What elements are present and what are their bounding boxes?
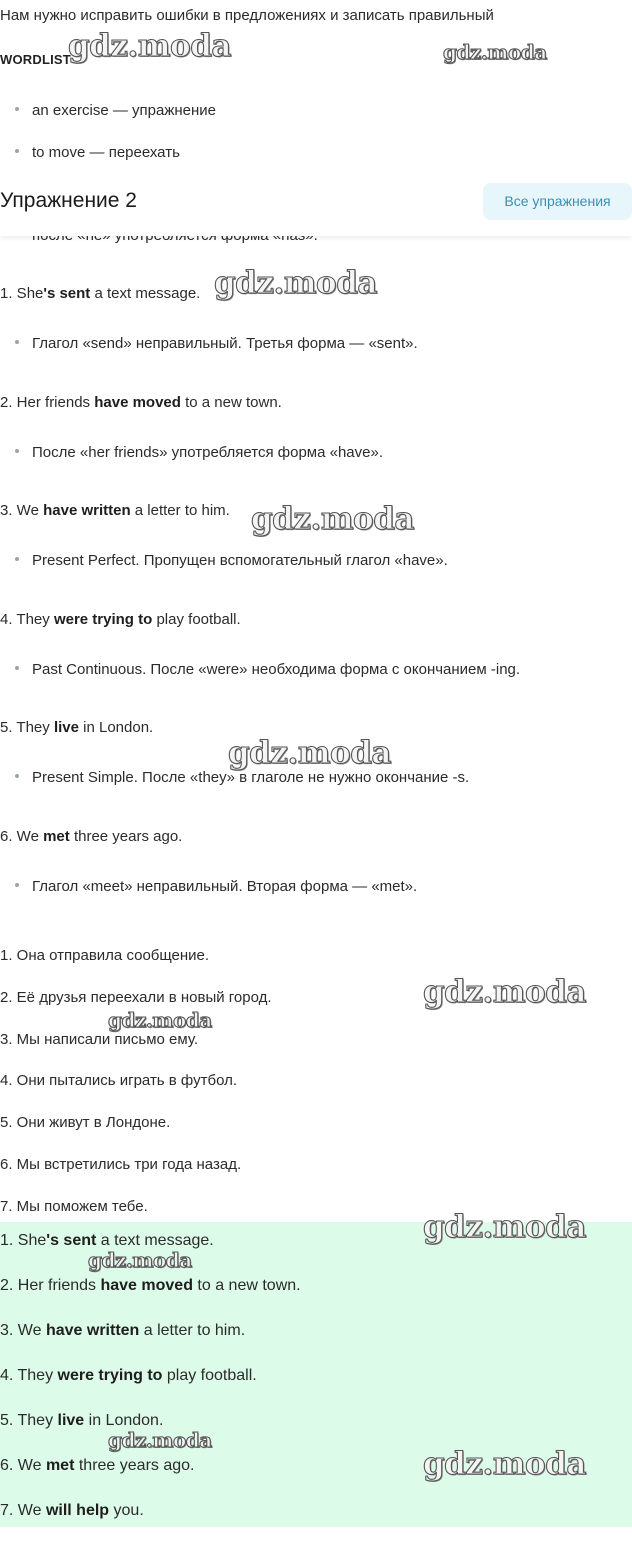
bullet-icon [15,149,19,153]
sentence-post: a letter to him. [139,1322,246,1339]
sentence-pre: We [13,1457,46,1474]
bullet-icon [15,449,19,453]
bullet-icon [15,557,19,561]
sentence-num: 1. [0,1232,14,1249]
correction-note [15,443,383,463]
sentence-post: three years ago. [69,828,183,845]
sentence-num: 3. [0,502,13,519]
sentence-num: 2. [0,394,13,411]
bullet-icon [15,774,19,778]
sentence-pre: We [13,1322,46,1339]
watermark-logo: gdz.moda [214,265,377,301]
correction-note-text: Глагол «meet» неправильный. Вторая форма — «met». [32,878,418,895]
correction-note [15,334,418,354]
answer-line [0,1365,257,1387]
sentence-pre: She [12,285,44,302]
sentence-post: a letter to him. [130,502,230,519]
all-exercises-button[interactable]: Все упражнения [483,183,632,220]
correction-note [15,768,469,788]
page-title: Упражнение 2 [0,189,137,212]
bullet-icon [15,666,19,670]
sentence-num: 1. [0,285,13,302]
sentence-post: to a new town. [180,394,282,411]
correction-sentence [0,827,182,847]
wordlist-label: WORDLIST [0,52,71,67]
intro-text: Нам нужно исправить ошибки в предложениях и записать правильный [0,7,494,24]
sentence-post: to a new town. [192,1277,301,1294]
sentence-post: play football. [162,1367,257,1384]
bullet-icon [15,340,19,344]
correction-note-text: Present Simple. После «they» в глаголе не нужно окончание -s. [32,769,470,786]
sentence-pre: We [12,502,44,519]
watermark-logo: gdz.moda [88,1248,192,1272]
sentence-post: play football. [152,611,241,628]
correction-note [15,877,417,897]
correction-note-text: После «her friends» употребляется форма «have». [32,444,383,461]
correction-note-text: Present Perfect. Пропущен вспомогательный глагол «have». [32,552,448,569]
sentence-bold: were trying to [53,611,153,628]
sentence-bold: met [43,828,70,845]
answer-line [0,1275,301,1297]
sentence-pre: We [13,1502,46,1519]
sentence-pre: They [13,1367,58,1384]
correction-sentence [0,284,200,304]
sentence-pre: Her friends [13,1277,101,1294]
sentence-post: a text message. [90,285,201,302]
watermark-logo: gdz.moda [228,735,391,771]
correction-note [15,660,520,680]
sentence-num: 4. [0,1367,14,1384]
sentence-bold: will help [45,1502,110,1519]
sentence-bold: have moved [94,394,181,411]
answer-line [0,1455,194,1477]
correction-sentence [0,718,153,738]
watermark-logo: gdz.moda [423,974,586,1010]
sentence-num: 6. [0,828,13,845]
sentence-bold: have written [45,1322,140,1339]
sentence-pre: They [13,1412,58,1429]
sentence-bold: have moved [100,1277,193,1294]
correction-note-text: Глагол «send» неправильный. Третья форма — «sent». [32,335,418,352]
bullet-icon [15,107,19,111]
sentence-num: 7. [0,1502,14,1519]
sentence-bold: live [57,1412,85,1429]
wordlist-item: an exercise — упражнение [15,101,216,121]
translation-line: 2. Её друзья переехали в новый город. [0,988,272,1006]
sentence-bold: met [45,1457,75,1474]
sentence-pre: They [12,719,54,736]
answer-line [0,1320,245,1342]
sentence-bold: were trying to [57,1367,163,1384]
translation-line: 4. Они пытались играть в футбол. [0,1072,237,1090]
sentence-post: you. [109,1502,144,1519]
watermark-logo: gdz.moda [423,1446,586,1482]
translation-line: 1. Она отправила сообщение. [0,947,210,964]
watermark-logo: gdz.moda [423,1209,586,1245]
translation-line: 3. Мы написали письмо ему. [0,1030,199,1048]
watermark-logo: gdz.moda [108,1008,212,1032]
wordlist-item: to move — переехать [15,143,180,163]
translation-line: 7. Мы поможем тебе. [0,1197,148,1215]
sentence-post: a text message. [96,1232,214,1249]
sentence-pre: We [12,828,44,845]
correction-sentence [0,610,241,630]
sentence-num: 5. [0,1412,14,1429]
watermark-logo: gdz.moda [68,28,231,64]
watermark-logo: gdz.moda [108,1428,212,1452]
sentence-post: three years ago. [74,1457,195,1474]
watermark-logo: gdz.moda [443,40,547,64]
sentence-num: 4. [0,611,13,628]
sentence-bold: 's sent [46,1232,97,1249]
sentence-num: 2. [0,1277,14,1294]
correction-sentence [0,393,282,413]
sentence-num: 3. [0,1322,14,1339]
translation-line: 5. Они живут в Лондоне. [0,1114,171,1132]
sentence-num: 5. [0,719,13,736]
sentence-post: in London. [78,719,154,736]
sentence-bold: have written [43,502,131,519]
sentence-bold: 's sent [43,285,91,302]
sentence-pre: Her friends [12,394,95,411]
correction-note [15,551,448,571]
watermark-logo: gdz.moda [251,501,414,537]
sentence-num: 6. [0,1457,14,1474]
sentence-pre: She [13,1232,47,1249]
answer-line [0,1500,144,1522]
correction-sentence [0,501,230,521]
translation-line: 6. Мы встретились три года назад. [0,1156,242,1173]
sentence-bold: live [53,719,79,736]
sentence-post: in London. [84,1412,164,1429]
bullet-icon [15,883,19,887]
sentence-pre: They [12,611,54,628]
correction-note-text: Past Continuous. После «were» необходима форма с окончанием -ing. [32,661,521,678]
